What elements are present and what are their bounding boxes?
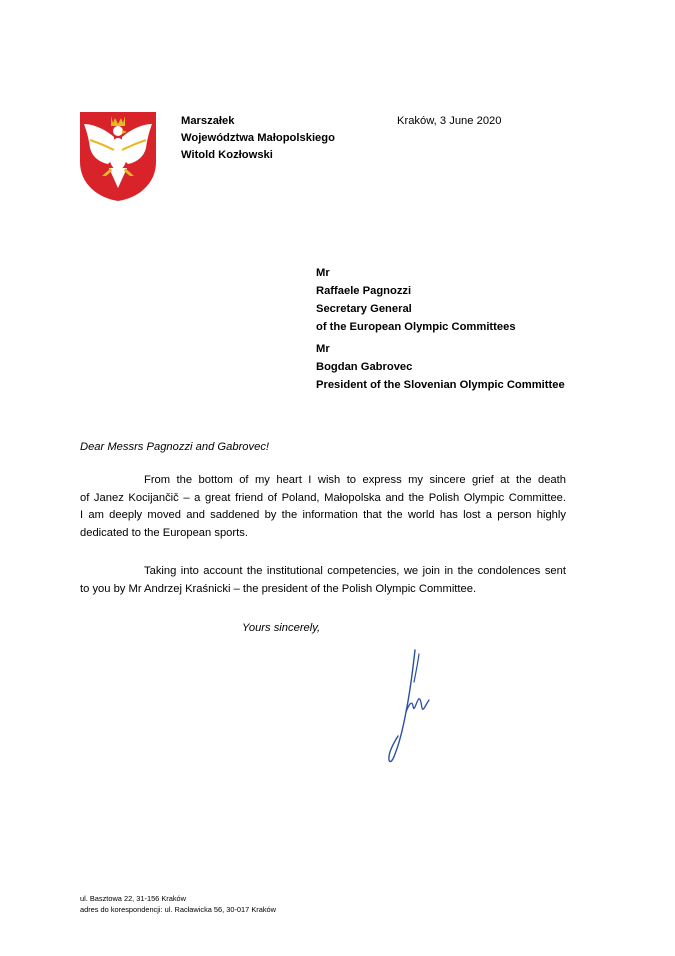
salutation: Dear Messrs Pagnozzi and Gabrovec! [80, 441, 270, 453]
recipient-line: Raffaele Pagnozzi [316, 285, 412, 297]
paragraph-line: of Janez Kocijančič – a great friend of Poland, Małopolska and the Polish Olympic Committee. [80, 491, 566, 504]
recipient-line: Secretary General [316, 303, 412, 315]
recipient-line: of the European Olympic Committees [316, 321, 516, 333]
paragraph-line: From the bottom of my heart I wish to express my sincere grief at the death [144, 474, 566, 486]
paragraph-line: I am deeply moved and saddened by the information that the world has lost a person highly [80, 509, 566, 521]
paragraph-line: dedicated to the European sports. [80, 526, 248, 539]
signature [385, 648, 435, 768]
footer [80, 893, 276, 915]
sender-office: Województwa Małopolskiego [181, 132, 335, 144]
paragraph-line: Taking into account the institutional competencies, we join in the condolences sent [144, 565, 566, 577]
recipient-line: Mr [316, 343, 330, 355]
sender-block [181, 113, 335, 164]
body-paragraph-1 [80, 472, 566, 542]
paragraph-line: to you by Mr Andrzej Kraśnicki – the president of the Polish Olympic Committee. [80, 582, 477, 595]
recipient-line: Bogdan Gabrovec [316, 361, 413, 373]
footer-address: ul. Basztowa 22, 31-156 Kraków [80, 894, 186, 903]
closing: Yours sincerely, [242, 622, 321, 634]
recipient-block-1 [316, 264, 516, 336]
letter-date: Kraków, 3 June 2020 [397, 115, 502, 127]
footer-correspondence-address: adres do korespondencji: ul. Racławicka 56, 30-017 Kraków [80, 905, 276, 914]
recipient-block-2 [316, 340, 565, 394]
sender-name: Witold Kozłowski [181, 149, 273, 161]
recipient-line: President of the Slovenian Olympic Committee [316, 379, 565, 391]
body-paragraph-2 [80, 563, 566, 598]
recipient-line: Mr [316, 267, 330, 279]
sender-title: Marszałek [181, 115, 235, 127]
coat-of-arms-icon [78, 110, 158, 202]
